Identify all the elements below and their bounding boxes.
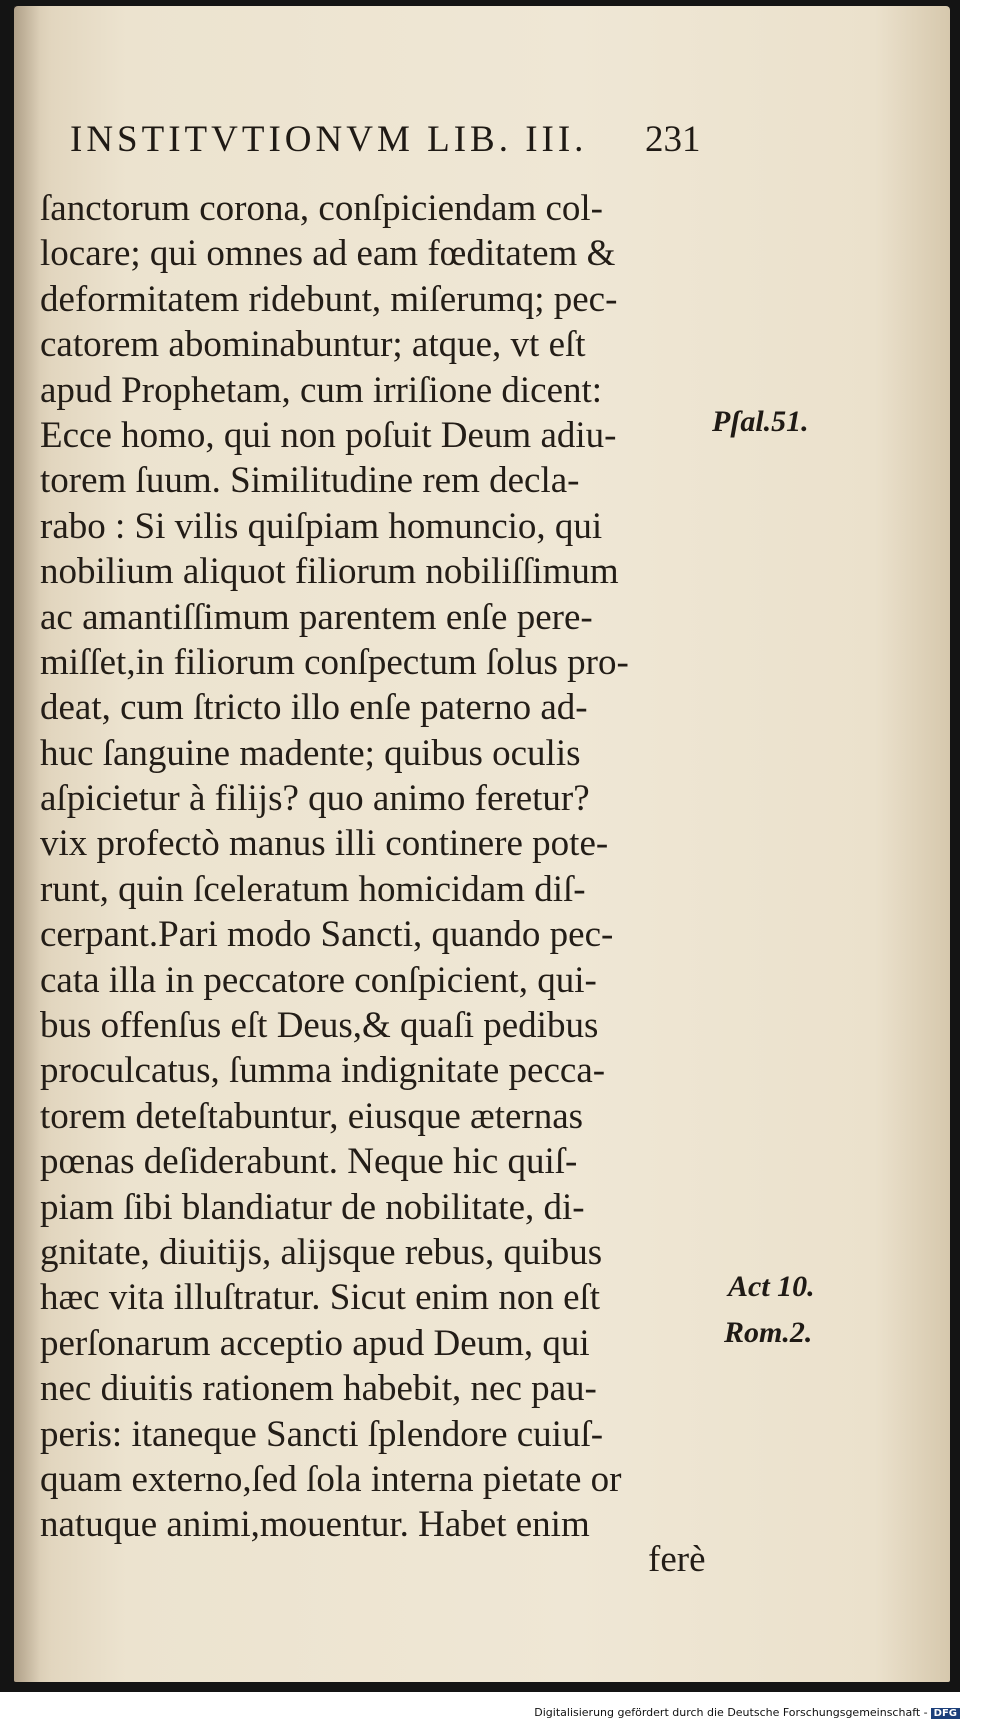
text-line: peris: itaneque Sancti ſplendore cuiuſ- (40, 1413, 604, 1455)
page-number: 231 (645, 119, 701, 160)
text-line: vix profectò manus illi continere pote- (40, 823, 609, 865)
text-line: quam externo,ſed ſola interna pietate or (40, 1458, 622, 1500)
catchword: ferè (648, 1539, 706, 1580)
body-text (40, 186, 720, 1548)
text-line: bus offenſus eſt Deus,& quaſi pedibus (40, 1005, 599, 1047)
digitization-credit (534, 1706, 960, 1719)
text-line: huc ſanguine madente; quibus oculis (40, 732, 581, 774)
text-line: torem ſuum. Similitudine rem decla- (40, 460, 580, 502)
text-line: locare; qui omnes ad eam fœditatem & (40, 233, 616, 275)
text-line: deformitatem ridebunt, miſerumq; pec- (40, 278, 618, 320)
text-line: nec diuitis rationem habebit, nec pau- (40, 1368, 597, 1410)
margin-note-romans: Rom.2. (724, 1316, 813, 1349)
dfg-logo-badge: DFG (931, 1708, 960, 1719)
margin-note-psalm: Pſal.51. (712, 405, 809, 438)
text-line: deat, cum ſtricto illo enſe paterno ad- (40, 687, 588, 729)
text-line: catorem abominabuntur; atque, vt eſt (40, 324, 586, 366)
running-head: INSTITVTIONVM LIB. III. (70, 119, 588, 160)
margin-note-acts: Act 10. (728, 1270, 815, 1303)
text-line: miſſet,in filiorum conſpectum ſolus pro- (40, 641, 629, 683)
text-line: cerpant.Pari modo Sancti, quando pec- (40, 914, 614, 956)
text-line: runt, quin ſceleratum homicidam diſ- (40, 868, 586, 910)
text-line: pœnas deſiderabunt. Neque hic quiſ- (40, 1141, 578, 1183)
text-line: nobilium aliquot filiorum nobiliſſimum (40, 551, 619, 593)
text-line: apud Prophetam, cum irriſione dicent: (40, 369, 603, 411)
text-line: aſpicietur à filijs? quo animo feretur? (40, 778, 590, 820)
text-line: gnitate, diuitijs, alijsque rebus, quibus (40, 1231, 603, 1273)
text-line: rabo : Si vilis quiſpiam homuncio, qui (40, 505, 603, 547)
credit-text: Digitalisierung gefördert durch die Deutsche Forschungsgemeinschaft - (534, 1706, 928, 1719)
text-line: ſanctorum corona, conſpiciendam col- (40, 188, 604, 229)
text-line: ac amantiſſimum parentem enſe pere- (40, 596, 593, 638)
text-line: cata illa in peccatore conſpicient, qui- (40, 959, 597, 1001)
text-line: natuque animi,mouentur. Habet enim (40, 1504, 590, 1546)
text-line: hæc vita illuſtratur. Sicut enim non eſt (40, 1277, 601, 1319)
text-line: Ecce homo, qui non poſuit Deum adiu- (40, 414, 617, 456)
text-line: proculcatus, ſumma indignitate pecca- (40, 1050, 606, 1092)
text-line: perſonarum acceptio apud Deum, qui (40, 1322, 590, 1364)
page-gutter-shadow (14, 6, 40, 1682)
text-line: piam ſibi blandiatur de nobilitate, di- (40, 1186, 585, 1228)
text-line: torem deteſtabuntur, eiusque æternas (40, 1095, 584, 1137)
